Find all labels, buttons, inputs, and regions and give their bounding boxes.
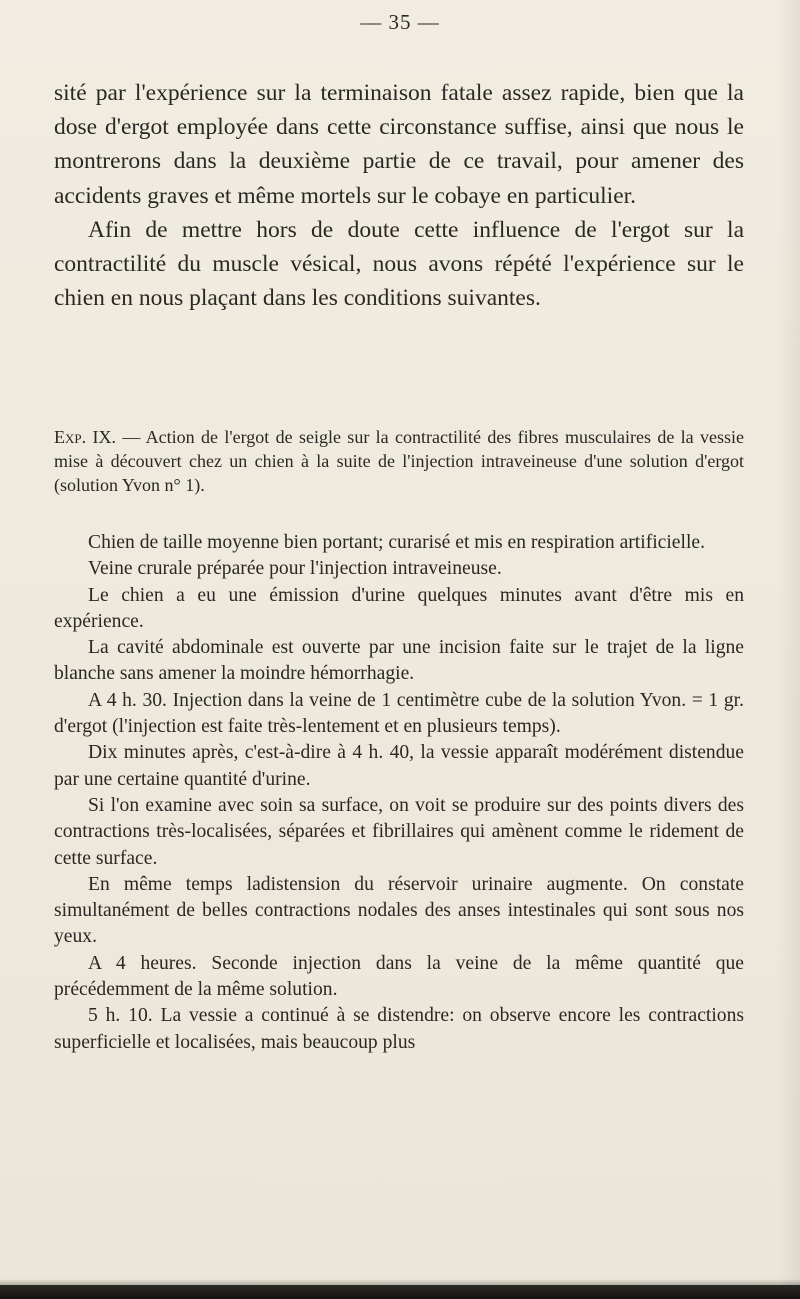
experiment-label: Exp. IX. — [54, 427, 116, 447]
protocol-paragraph-4: La cavité abdominale est ouverte par une incision faite sur le trajet de la ligne blanche sans amener la moindre hémorrhagie. — [54, 637, 744, 685]
experiment-caption — [54, 425, 744, 497]
intro-paragraph-1: sité par l'expérience sur la terminaison fatale assez rapide, bien que la dose d'ergot employée dans cette circonstance suffise, ainsi que nous le montrerons dans la deuxième partie de ce travail, pour amener des accidents graves et même mortels sur le cobaye en particulier. — [54, 80, 744, 209]
experiment-caption-text: — Action de l'ergot de seigle sur la contractilité des fibres musculaires de la vessie mise à découvert chez un chien à la suite de l'injection intraveineuse d'une solution d'ergot (solution Yvon n° 1). — [54, 427, 745, 495]
protocol-paragraph-2: Veine crurale préparée pour l'injection intraveineuse. — [88, 558, 502, 580]
page-number: — 35 — — [360, 10, 440, 34]
page-gutter-shadow — [778, 0, 800, 1299]
protocol-text — [54, 530, 744, 1056]
scan-bottom-edge — [0, 1285, 800, 1299]
protocol-paragraph-3: Le chien a eu une émission d'urine quelques minutes avant d'être mis en expérience. — [54, 584, 744, 632]
protocol-paragraph-5: A 4 h. 30. Injection dans la veine de 1 centimètre cube de la solution Yvon. = 1 gr. d'ergot (l'injection est faite très-lentement et en plusieurs temps). — [54, 689, 744, 738]
intro-text — [54, 76, 744, 315]
protocol-paragraph-10: 5 h. 10. La vessie a continué à se distendre: on observe encore les contractions superficielle et localisées, mais beaucoup plus — [54, 1005, 744, 1053]
protocol-paragraph-7: Si l'on examine avec soin sa surface, on voit se produire sur des points divers des contractions très-localisées, séparées et fibrillaires qui amènent comme le ridement de cette surface. — [54, 794, 744, 869]
intro-paragraph-2: Afin de mettre hors de doute cette influence de l'ergot sur la contractilité du muscle vésical, nous avons répété l'expérience sur le chien en nous plaçant dans les conditions suivantes. — [54, 216, 744, 312]
protocol-paragraph-1: Chien de taille moyenne bien portant; curarisé et mis en respiration artificielle. — [88, 532, 705, 553]
protocol-paragraph-6: Dix minutes après, c'est-à-dire à 4 h. 40, la vessie apparaît modérément distendue par une certaine quantité d'urine. — [54, 742, 744, 790]
protocol-paragraph-9: A 4 heures. Seconde injection dans la veine de la même quantité que précédemment de la même solution. — [54, 952, 744, 1001]
protocol-paragraph-8: En même temps ladistension du réservoir urinaire augmente. On constate simultanément de belles contractions nodales des anses intestinales qui sont sous nos yeux. — [54, 873, 744, 948]
